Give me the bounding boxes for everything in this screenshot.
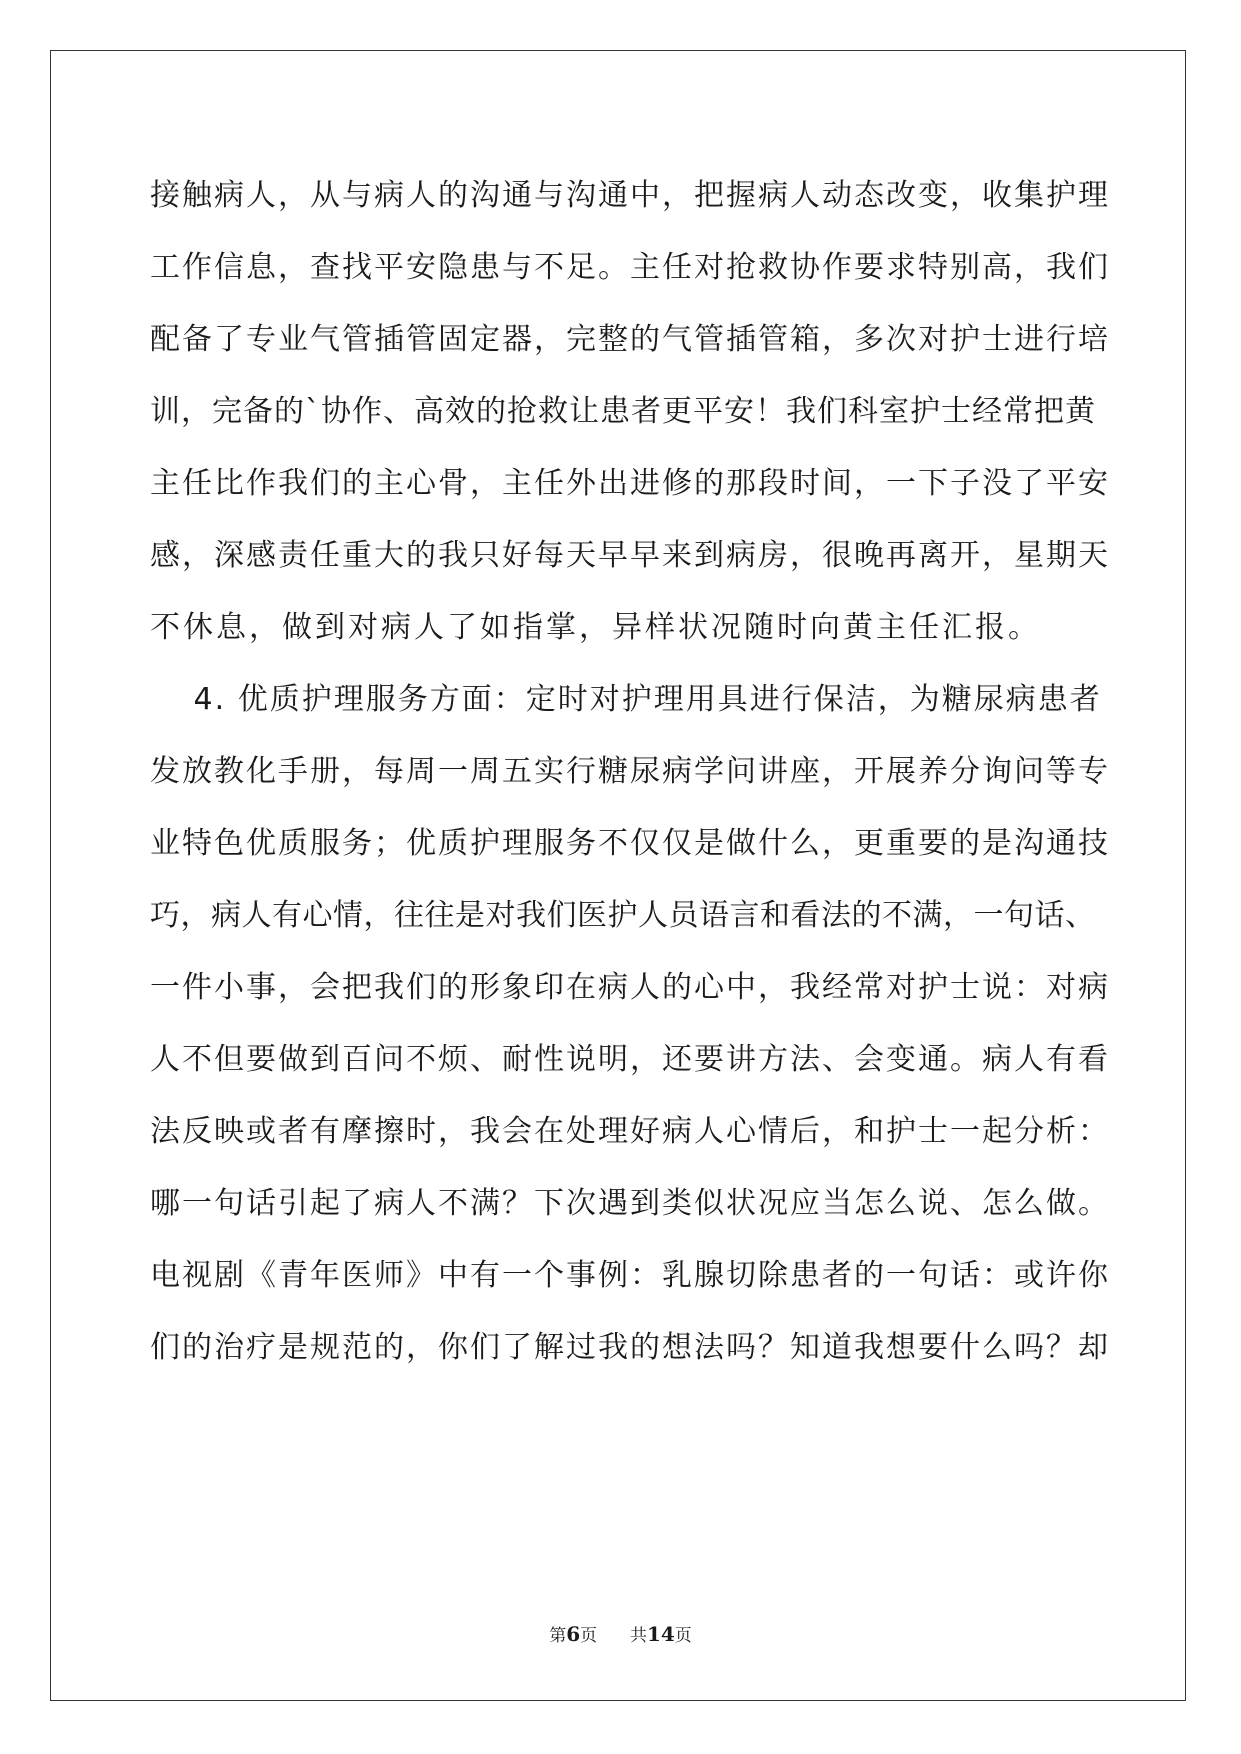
text-line: 电视剧《青年医师》中有一个事例：乳腺切除患者的一句话：或许你 (150, 1258, 1110, 1293)
text-line: 一件小事，会把我们的形象印在病人的心中，我经常对护士说：对病 (150, 970, 1110, 1005)
total-pages: 14 (646, 1622, 675, 1646)
text-line: 工作信息，查找平安隐患与不足。主任对抢救协作要求特别高，我们 (150, 250, 1110, 285)
text-line: 们的治疗是规范的，你们了解过我的想法吗？知道我想要什么吗？却 (150, 1330, 1110, 1365)
text-line: 法反映或者有摩擦时，我会在处理好病人心情后，和护士一起分析： (150, 1114, 1110, 1149)
total-pages-indicator (630, 1621, 692, 1646)
text-line: 哪一句话引起了病人不满？下次遇到类似状况应当怎么说、怎么做。 (150, 1186, 1110, 1221)
text-line: 发放教化手册，每周一周五实行糖尿病学问讲座，开展养分询问等专 (150, 754, 1110, 789)
text-line: 主任比作我们的主心骨，主任外出进修的那段时间，一下子没了平安 (150, 466, 1110, 501)
text-line: 业特色优质服务；优质护理服务不仅仅是做什么，更重要的是沟通技 (150, 826, 1110, 861)
page-prefix: 第 (549, 1626, 567, 1646)
text-line: 不休息，做到对病人了如指掌，异样状况随时向黄主任汇报。 (150, 610, 1041, 645)
total-prefix: 共 (629, 1626, 647, 1646)
text-line: 训，完备的`协作、高效的抢救让患者更平安！我们科室护士经常把黄 (150, 394, 1096, 429)
text-line: 人不但要做到百问不烦、耐性说明，还要讲方法、会变通。病人有看 (150, 1042, 1110, 1077)
document-body (150, 160, 1110, 1384)
text-line: 感，深感责任重大的我只好每天早早来到病房，很晚再离开，星期天 (150, 538, 1110, 573)
text-line: 巧，病人有心情，往往是对我们医护人员语言和看法的不满，一句话、 (150, 898, 1096, 933)
text-line: 配备了专业气管插管固定器，完整的气管插管箱，多次对护士进行培 (150, 322, 1110, 357)
page-indicator (549, 1621, 597, 1646)
page-suffix: 页 (580, 1626, 598, 1646)
total-suffix: 页 (674, 1626, 692, 1646)
page-number: 6 (566, 1622, 581, 1646)
text-line: 4. 优质护理服务方面：定时对护理用具进行保洁，为糖尿病患者 (150, 682, 1102, 717)
page-footer (0, 1621, 1241, 1646)
text-line: 接触病人，从与病人的沟通与沟通中，把握病人动态改变，收集护理 (150, 178, 1110, 213)
